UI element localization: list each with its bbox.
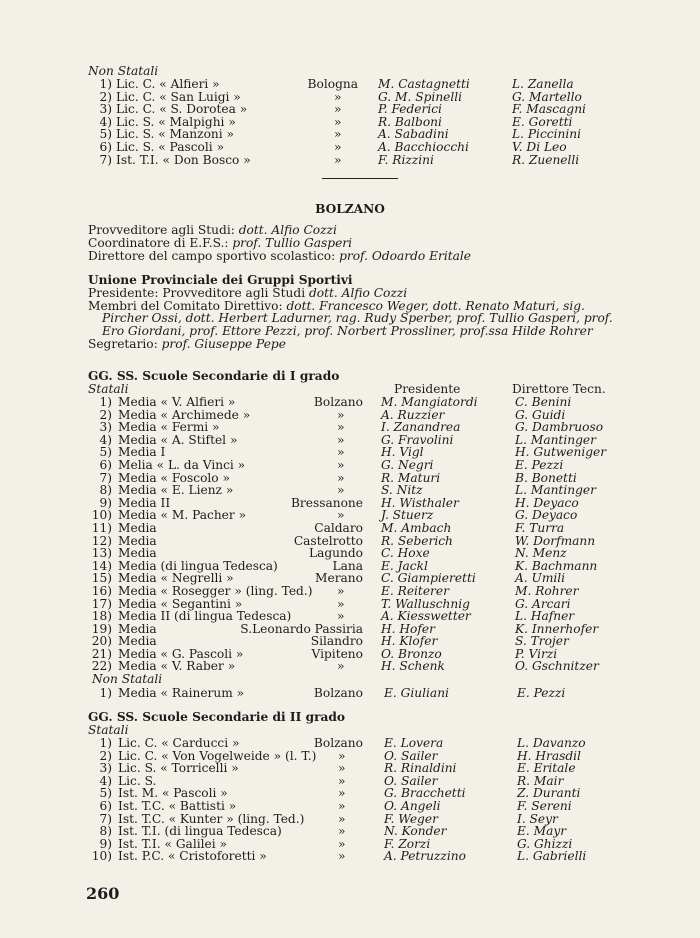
city-name: S.Leonardo Passiria — [240, 621, 363, 636]
school-list — [0, 737, 700, 863]
city-name: Silandro — [310, 634, 363, 649]
official-line — [0, 250, 618, 263]
school-name: Media — [118, 546, 157, 561]
city-name: » — [337, 609, 345, 624]
school-name: Lic. C. « Alfieri » — [116, 77, 220, 91]
city-name: » — [334, 139, 342, 154]
row-number: 1) — [99, 686, 112, 701]
official-label: Coordinatore di E.F.S.: — [88, 235, 229, 250]
row-number: 15) — [91, 571, 112, 586]
school-name: Lic. S. « Torricelli » — [118, 761, 239, 776]
direttore-name: L. Hafner — [515, 609, 575, 624]
school-name: Ist. T.I. « Galilei » — [118, 836, 227, 851]
row-number: 3) — [99, 420, 112, 435]
non-statali-label: Non Statali — [92, 672, 163, 687]
statali-label: Statali — [88, 382, 129, 396]
city-name: » — [338, 824, 346, 839]
city-name: » — [337, 659, 345, 674]
direttore-name: L. Gabrielli — [517, 849, 587, 864]
presidente-name: M. Castagnetti — [378, 77, 470, 91]
city-name: » — [338, 811, 346, 826]
school-name: Lic. S. — [118, 773, 157, 788]
presidente-role: Provveditore agli Studi — [162, 285, 306, 300]
school-row — [0, 396, 700, 409]
school-name: Media « V. Raber » — [118, 659, 236, 674]
direttore-name: B. Bonetti — [515, 470, 577, 485]
city-name: » — [338, 748, 346, 763]
city-name: » — [337, 457, 345, 472]
school-name: Media — [118, 621, 157, 636]
row-number: 13) — [91, 546, 112, 561]
school-name: Ist. P.C. « Cristoforetti » — [118, 849, 267, 864]
row-number: 10) — [91, 849, 112, 864]
row-number: 4) — [99, 432, 112, 447]
row-number: 3) — [99, 761, 112, 776]
city-name: » — [337, 583, 345, 598]
direttore-name: E. Mayr — [517, 824, 567, 839]
presidente-name: E. Jackl — [381, 558, 428, 573]
direttore-name: F. Mascagni — [512, 102, 586, 117]
row-number: 6) — [99, 798, 112, 813]
presidente-name: A. Ruzzier — [381, 407, 445, 422]
school-name: Media « Fermi » — [118, 420, 220, 435]
province-title: BOLZANO — [315, 202, 385, 216]
school-name: Media « E. Lienz » — [118, 483, 234, 498]
direttore-name: W. Dorfmann — [515, 533, 596, 548]
row-number: 8) — [99, 824, 112, 839]
city-name: » — [337, 445, 345, 460]
city-name: » — [337, 470, 345, 485]
school-name: Lic. C. « Carducci » — [118, 736, 240, 750]
school-name: Ist. T.C. « Battisti » — [118, 798, 237, 813]
school-row — [0, 484, 700, 497]
school-name: Ist. T.I. « Don Bosco » — [116, 152, 251, 167]
direttore-name: S. Trojer — [515, 634, 569, 649]
row-number: 4) — [99, 773, 112, 788]
school-name: Media (di lingua Tedesca) — [118, 558, 278, 573]
city-name: » — [337, 432, 345, 447]
official-name: dott. Alfio Cozzi — [238, 223, 337, 237]
school-row — [0, 800, 700, 813]
row-number: 2) — [99, 407, 112, 422]
school-row — [0, 421, 700, 434]
direttore-name: K. Innerhofer — [515, 621, 599, 636]
presidente-name: G. Negri — [381, 457, 434, 472]
section-label: Non Statali — [88, 64, 159, 78]
school-name: Media — [118, 634, 157, 649]
direttore-name: G. Deyaco — [515, 508, 578, 523]
column-direttore: Direttore Tecn. — [512, 382, 606, 396]
direttore-name: L. Mantinger — [515, 432, 596, 447]
row-number: 7) — [99, 470, 112, 485]
presidente-name: O. Angeli — [384, 798, 441, 813]
official-name: prof. Odoardo Eritale — [339, 248, 472, 263]
presidente-name: A. Kiesswetter — [381, 609, 471, 624]
direttore-name: O. Gschnitzer — [515, 659, 599, 674]
presidente-name: H. Wisthaler — [381, 495, 459, 510]
presidente-name: dott. Alfio Cozzi — [308, 285, 408, 300]
row-number: 6) — [99, 139, 112, 154]
presidente-name: R. Rinaldini — [384, 761, 457, 776]
school-name: Media « Foscolo » — [118, 470, 230, 485]
direttore-name: M. Rohrer — [515, 583, 579, 598]
presidente-label: Presidente: — [88, 285, 159, 300]
presidente-name: G. M. Spinelli — [378, 89, 463, 104]
city-name: Bologna — [307, 77, 358, 91]
section-divider — [322, 178, 398, 179]
direttore-name: L. Piccinini — [512, 127, 581, 142]
city-name: » — [334, 127, 342, 142]
row-number: 1) — [99, 736, 112, 750]
segretario-label: Segretario: — [88, 336, 158, 351]
city-name: Bolzano — [313, 736, 363, 750]
presidente-name: N. Konder — [384, 824, 447, 839]
presidente-name: R. Maturi — [381, 470, 441, 485]
school-name: Lic. S. « Manzoni » — [116, 127, 234, 142]
row-number: 8) — [99, 483, 112, 498]
city-name: » — [334, 89, 342, 104]
school-row — [0, 78, 700, 91]
direttore-name: G. Martello — [512, 89, 582, 104]
city-name: Bolzano — [313, 395, 363, 409]
school-name: Media II (di lingua Tedesca) — [118, 609, 292, 624]
city-name: » — [337, 596, 345, 611]
direttore-name: R. Mair — [517, 773, 564, 788]
row-number: 3) — [99, 102, 112, 117]
school-row — [0, 522, 700, 535]
school-row — [0, 850, 700, 863]
row-number: 14) — [91, 558, 112, 573]
top-section — [0, 65, 700, 166]
unione-section — [0, 274, 700, 351]
direttore-name: K. Bachmann — [515, 558, 598, 573]
city-name: » — [338, 773, 346, 788]
school-name: Lic. S. « Pascoli » — [116, 139, 225, 154]
school-name: Ist. T.I. (di lingua Tedesca) — [118, 824, 282, 839]
presidente-name: M. Mangiatordi — [381, 395, 478, 409]
school-name: Media « A. Stiftel » — [118, 432, 238, 447]
presidente-name: O. Bronzo — [381, 646, 442, 661]
primo-grado-title: GG. SS. Scuole Secondarie di I grado — [88, 369, 340, 383]
presidente-name: C. Giampieretti — [381, 571, 476, 586]
city-name: Caldaro — [314, 520, 363, 535]
school-row — [0, 737, 700, 750]
row-number: 1) — [99, 395, 112, 409]
secondo-grado-title: GG. SS. Scuole Secondarie di II grado — [88, 710, 346, 724]
school-name: Lic. C. « Von Vogelweide » (l. T.) — [118, 748, 317, 763]
presidente-name: S. Nitz — [381, 483, 423, 498]
city-name: » — [334, 102, 342, 117]
presidente-name: E. Lovera — [384, 736, 444, 750]
school-name: Media « Negrelli » — [118, 571, 234, 586]
segretario-name: prof. Giuseppe Pepe — [161, 336, 286, 351]
presidente-name: F. Zorzi — [384, 836, 431, 851]
school-name: Media « Rosegger » (ling. Ted.) — [118, 583, 313, 598]
city-name: » — [334, 114, 342, 129]
city-name: » — [338, 786, 346, 801]
school-row — [0, 610, 700, 623]
presidente-name: F. Rizzini — [378, 152, 434, 167]
school-name: Lic. S. « Malpighi » — [116, 114, 236, 129]
official-label: Provveditore agli Studi: — [88, 223, 235, 237]
row-number: 5) — [99, 786, 112, 801]
presidente-name: G. Fravolini — [381, 432, 454, 447]
direttore-name: H. Deyaco — [515, 495, 579, 510]
presidente-name: H. Vigl — [381, 445, 424, 460]
row-number: 7) — [99, 152, 112, 167]
school-row — [0, 459, 700, 472]
statali-label: Statali — [88, 723, 129, 737]
direttore-name: G. Ghizzi — [517, 836, 573, 851]
presidente-name: P. Federici — [378, 102, 442, 117]
direttore-name: E. Eritale — [517, 761, 576, 776]
city-name: » — [337, 420, 345, 435]
unione-title: Unione Provinciale dei Gruppi Sportivi — [88, 273, 353, 287]
official-label: Direttore del campo sportivo scolastico: — [88, 248, 336, 263]
row-number: 2) — [99, 748, 112, 763]
school-row — [0, 762, 700, 775]
presidente-name: A. Petruzzino — [384, 849, 466, 864]
presidente-name: H. Hofer — [381, 621, 435, 636]
direttore-name: E. Pezzi — [515, 457, 564, 472]
provincial-officials — [0, 224, 700, 262]
city-name: » — [338, 849, 346, 864]
direttore-name: H. Hrasdil — [517, 748, 581, 763]
presidente-name: R. Balboni — [378, 114, 442, 129]
presidente-name: G. Bracchetti — [384, 786, 466, 801]
direttore-name: L. Davanzo — [517, 736, 586, 750]
direttore-name: P. Virzi — [515, 646, 558, 661]
school-name: Media « M. Pacher » — [118, 508, 247, 523]
presidente-name: I. Zanandrea — [381, 420, 461, 435]
school-row — [0, 825, 700, 838]
school-name: Media — [118, 533, 157, 548]
page-number: 260 — [86, 884, 120, 903]
row-number: 1) — [99, 77, 112, 91]
school-row — [0, 103, 700, 116]
segretario-line — [0, 338, 618, 351]
city-name: Castelrotto — [293, 533, 363, 548]
city-name: » — [338, 836, 346, 851]
school-row — [0, 585, 700, 598]
direttore-name: F. Sereni — [517, 798, 572, 813]
membri-label: Membri del Comitato Direttivo: — [88, 298, 283, 313]
direttore-name: E. Goretti — [512, 114, 573, 129]
presidente-name: C. Hoxe — [381, 546, 430, 561]
presidente-name: J. Stuerz — [381, 508, 434, 523]
row-number: 7) — [99, 811, 112, 826]
city-name: Lagundo — [309, 546, 363, 561]
direttore-name: G. Guidi — [515, 407, 566, 422]
school-name: Media « G. Pascoli » — [118, 646, 244, 661]
city-name: » — [337, 407, 345, 422]
direttore-name: Z. Duranti — [517, 786, 581, 801]
school-row — [0, 635, 700, 648]
row-number: 21) — [91, 646, 112, 661]
school-name: Media « Segantini » — [118, 596, 243, 611]
school-name: Media II — [118, 495, 171, 510]
direttore-name: V. Di Leo — [512, 139, 567, 154]
direttore-name: G. Dambruoso — [515, 420, 604, 435]
primo-grado-section — [0, 370, 700, 700]
school-name: Media « Rainerum » — [118, 686, 245, 701]
row-number: 9) — [99, 495, 112, 510]
city-name: » — [337, 508, 345, 523]
city-name: » — [334, 152, 342, 167]
presidente-name: O. Sailer — [384, 773, 438, 788]
secondo-grado-section — [0, 711, 700, 863]
school-row — [0, 154, 700, 167]
direttore-name: R. Zuenelli — [512, 152, 580, 167]
school-list — [0, 396, 700, 673]
city-name: » — [338, 798, 346, 813]
row-number: 22) — [91, 659, 112, 674]
city-name: Lana — [332, 558, 363, 573]
direttore-name: G. Arcari — [515, 596, 571, 611]
school-name: Media — [118, 520, 157, 535]
school-list — [0, 687, 700, 700]
direttore-name: N. Menz — [515, 546, 567, 561]
school-list — [0, 78, 700, 166]
row-number: 4) — [99, 114, 112, 129]
school-name: Media I — [118, 445, 166, 460]
presidente-name: E. Reiterer — [381, 583, 449, 598]
row-number: 20) — [91, 634, 112, 649]
school-name: Media « V. Alfieri » — [118, 395, 236, 409]
row-number: 18) — [91, 609, 112, 624]
presidente-name: A. Bacchiocchi — [378, 139, 469, 154]
school-row — [0, 141, 700, 154]
school-name: Ist. T.C. « Kunter » (ling. Ted.) — [118, 811, 305, 826]
city-name: » — [337, 483, 345, 498]
direttore-name: L. Mantinger — [515, 483, 596, 498]
presidente-name: E. Giuliani — [384, 686, 449, 701]
school-row — [0, 687, 700, 700]
presidente-name: F. Weger — [384, 811, 438, 826]
row-number: 6) — [99, 457, 112, 472]
presidente-name: T. Walluschnig — [381, 596, 470, 611]
school-name: Lic. C. « S. Dorotea » — [116, 102, 248, 117]
presidente-name: H. Klofer — [381, 634, 438, 649]
direttore-name: A. Umili — [515, 571, 566, 586]
row-number: 10) — [91, 508, 112, 523]
row-number: 9) — [99, 836, 112, 851]
city-name: Bressanone — [290, 495, 363, 510]
membri-names: dott. Francesco Weger, dott. Renato Maturi, sig. Pircher Ossi, dott. Herbert Ladurner, rag. Rudy Sperber, prof. Tullio Gasperi, prof. Ero Giordani, prof. Ettore Pezzi, prof. Norbert Prossliner, prof.ssa Hilde Rohrer — [102, 298, 613, 339]
presidente-name: R. Seberich — [381, 533, 453, 548]
row-number: 19) — [91, 621, 112, 636]
school-name: Lic. C. « San Luigi » — [116, 89, 241, 104]
school-name: Ist. M. « Pascoli » — [118, 786, 228, 801]
membri-line — [0, 300, 628, 338]
city-name: Merano — [315, 571, 363, 586]
direttore-name: L. Zanella — [512, 77, 574, 91]
row-number: 5) — [99, 127, 112, 142]
row-number: 5) — [99, 445, 112, 460]
presidente-name: H. Schenk — [381, 659, 445, 674]
presidente-name: O. Sailer — [384, 748, 438, 763]
row-number: 17) — [91, 596, 112, 611]
row-number: 16) — [91, 583, 112, 598]
school-name: Melia « L. da Vinci » — [118, 457, 246, 472]
presidente-name: M. Ambach — [381, 520, 452, 535]
row-number: 11) — [91, 520, 112, 535]
direttore-name: C. Benini — [515, 395, 572, 409]
row-number: 2) — [99, 89, 112, 104]
direttore-name: H. Gutweniger — [515, 445, 607, 460]
presidente-name: A. Sabadini — [378, 127, 449, 142]
city-name: Bolzano — [313, 686, 363, 701]
direttore-name: E. Pezzi — [517, 686, 566, 701]
direttore-name: F. Turra — [515, 520, 565, 535]
direttore-name: I. Seyr — [517, 811, 558, 826]
official-name: prof. Tullio Gasperi — [232, 235, 353, 250]
city-name: » — [338, 761, 346, 776]
column-presidente: Presidente — [394, 382, 461, 396]
row-number: 12) — [91, 533, 112, 548]
city-name: Vipiteno — [311, 646, 363, 661]
school-name: Media « Archimede » — [118, 407, 251, 422]
school-row — [0, 547, 700, 560]
